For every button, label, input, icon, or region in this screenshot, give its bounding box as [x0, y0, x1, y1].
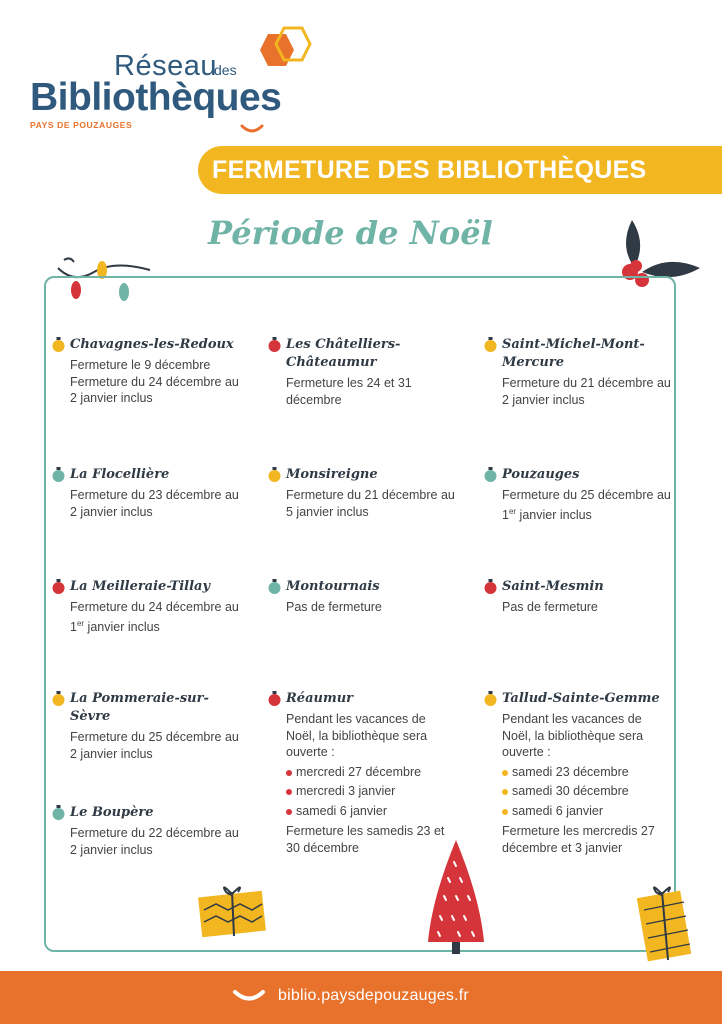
- logo-reseau: Réseau: [114, 50, 217, 82]
- tallud-open-dates: [484, 763, 672, 822]
- logo-des: des: [214, 62, 237, 78]
- gift-box-icon: [196, 880, 270, 940]
- page-subtitle: Période de Noël: [208, 214, 493, 252]
- hexagon-logo-icon: [246, 22, 316, 82]
- library-saint-michel: Saint-Michel-Mont-Mercure Fermeture du 21 décembre au 2 janvier inclus: [484, 336, 672, 408]
- ornament-icon: [52, 805, 65, 820]
- library-saint-mesmin: Saint-Mesmin Pas de fermeture: [484, 578, 672, 616]
- library-la-pommeraie: La Pommeraie-sur-Sèvre Fermeture du 25 décembre au 2 janvier inclus: [52, 690, 240, 762]
- library-pouzauges: Pouzauges Fermeture du 25 décembre au 1er janvier inclus: [484, 466, 672, 523]
- ornament-icon: [52, 337, 65, 352]
- list-item: mercredi 3 janvier: [286, 782, 456, 802]
- page-title: FERMETURE DES BIBLIOTHÈQUES: [212, 156, 647, 184]
- library-tallud-sainte-gemme: Tallud-Sainte-Gemme Pendant les vacances de Noël, la bibliothèque sera ouverte : samedi 23 décembre samedi 30 décembre samedi 6 janvier Fermeture les mercredis 27 décembre et 3 janvier: [484, 690, 672, 856]
- footer-bar: [0, 971, 722, 1024]
- list-item: samedi 30 décembre: [502, 782, 672, 802]
- ornament-icon: [268, 691, 281, 706]
- logo-subtitle: PAYS DE POUZAUGES: [30, 120, 133, 130]
- ornament-icon: [52, 691, 65, 706]
- library-le-boupere: Le Boupère Fermeture du 22 décembre au 2 janvier inclus: [52, 804, 240, 858]
- list-item: samedi 23 décembre: [502, 763, 672, 783]
- library-la-meilleraie-tillay: La Meilleraie-Tillay Fermeture du 24 décembre au 1er janvier inclus: [52, 578, 240, 635]
- smile-icon: [232, 989, 266, 1003]
- network-logo: [28, 22, 328, 132]
- title-banner: [198, 146, 722, 194]
- ornament-icon: [484, 579, 497, 594]
- ornament-icon: [268, 337, 281, 352]
- library-montournais: Montournais Pas de fermeture: [268, 578, 456, 616]
- ornament-icon: [484, 691, 497, 706]
- christmas-tree-icon: [424, 838, 488, 958]
- library-la-flocelliere: La Flocellière Fermeture du 23 décembre au 2 janvier inclus: [52, 466, 240, 520]
- ornament-icon: [484, 467, 497, 482]
- library-monsireigne: Monsireigne Fermeture du 21 décembre au 5 janvier inclus: [268, 466, 456, 520]
- ornament-icon: [52, 579, 65, 594]
- library-chavagnes: Chavagnes-les-Redoux Fermeture le 9 décembre Fermeture du 24 décembre au 2 janvier inclus: [52, 336, 240, 407]
- gift-box-icon: [632, 880, 694, 964]
- website-link[interactable]: biblio.paysdepouzauges.fr: [278, 987, 469, 1004]
- reaumur-open-dates: [268, 763, 456, 822]
- ornament-icon: [268, 579, 281, 594]
- ornament-icon: [268, 467, 281, 482]
- library-reaumur: Réaumur Pendant les vacances de Noël, la bibliothèque sera ouverte : mercredi 27 décembre mercredi 3 janvier samedi 6 janvier Fermeture les samedis 23 et 30 décembre: [268, 690, 456, 856]
- ornament-icon: [484, 337, 497, 352]
- list-item: samedi 6 janvier: [502, 802, 672, 822]
- list-item: mercredi 27 décembre: [286, 763, 456, 783]
- smile-icon: [240, 124, 264, 136]
- logo-bibliotheques: Bibliothèques: [30, 76, 282, 119]
- library-les-chatelliers: Les Châtelliers-Châteaumur Fermeture les 24 et 31 décembre: [268, 336, 456, 408]
- ornament-icon: [52, 467, 65, 482]
- list-item: samedi 6 janvier: [286, 802, 456, 822]
